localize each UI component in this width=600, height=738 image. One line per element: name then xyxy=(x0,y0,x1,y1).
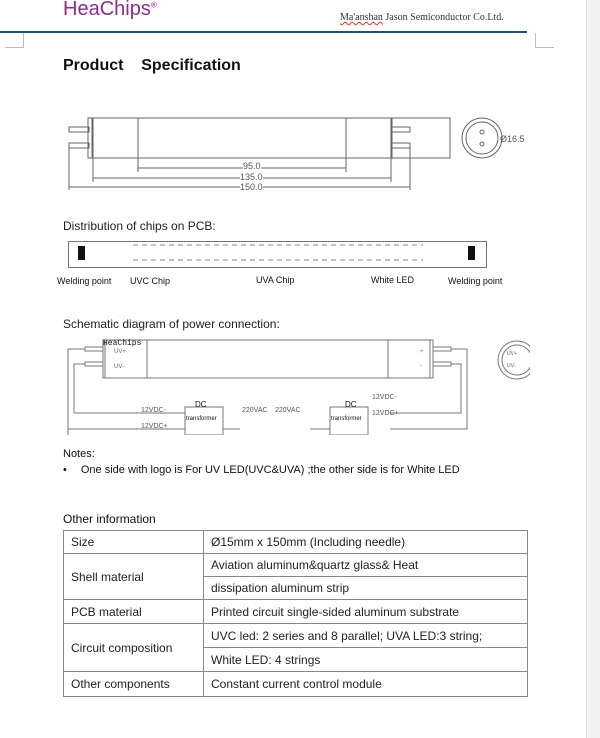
margin-mark xyxy=(535,47,554,48)
diameter-label: Ø16.5 xyxy=(500,134,525,144)
table-value-cell: Constant current control module xyxy=(204,672,528,697)
company-name: Ma'anshan Jason Semiconductor Co.Ltd. xyxy=(340,12,504,23)
right-12vdc-plus: 12VDC+ xyxy=(372,410,399,417)
end-uv-plus: UV+ xyxy=(507,351,517,357)
label-white-led: White LED xyxy=(371,275,415,285)
right-transformer: transformer xyxy=(331,416,362,422)
schematic-caption: Schematic diagram of power connection: xyxy=(63,317,280,331)
other-info-title: Other information xyxy=(63,512,156,526)
left-12vdc-plus: 12VDC+ xyxy=(141,423,168,430)
right-12vdc-minus: 12VDC- xyxy=(372,394,397,401)
dim-150: 150.0 xyxy=(240,182,263,192)
table-row xyxy=(64,624,528,648)
table-key-cell: Shell material xyxy=(64,554,204,600)
margin-mark xyxy=(535,33,536,47)
plus-label: + xyxy=(420,349,424,355)
uv-minus-label: UV- xyxy=(114,364,125,370)
dim-135: 135.0 xyxy=(240,172,263,182)
right-220vac: 220VAC xyxy=(275,407,301,414)
minus-label: - xyxy=(420,363,422,369)
end-uv-minus: UV- xyxy=(507,363,516,369)
note-item: • One side with logo is For UV LED(UVC&UVA) ;the other side is for White LED xyxy=(63,464,460,476)
pcb-diagram xyxy=(68,241,488,269)
label-welding-point-right: Welding point xyxy=(448,276,503,286)
table-row xyxy=(64,672,528,697)
uv-plus-label: UV+ xyxy=(114,349,126,355)
right-dc: DC xyxy=(345,400,357,409)
schematic-diagram xyxy=(60,335,530,435)
table-value-cell: Printed circuit single-sided aluminum substrate xyxy=(204,600,528,624)
spec-table xyxy=(63,530,528,697)
margin-mark xyxy=(23,33,24,47)
scrollbar[interactable] xyxy=(586,0,600,738)
table-key-cell: Size xyxy=(64,531,204,554)
table-value-cell: Aviation aluminum&quartz glass& Heat xyxy=(204,554,528,577)
left-12vdc-minus: 12VDC- xyxy=(141,407,166,414)
heachips-logo: HeaChips® xyxy=(63,0,157,20)
table-value-cell: dissipation aluminum strip xyxy=(204,577,528,600)
left-220vac: 220VAC xyxy=(242,407,268,414)
table-key-cell: Circuit composition xyxy=(64,624,204,672)
table-row xyxy=(64,531,528,554)
left-transformer: transformer xyxy=(186,416,217,422)
table-value-cell: White LED: 4 strings xyxy=(204,648,528,672)
header-rule xyxy=(0,31,527,33)
table-row xyxy=(64,600,528,624)
margin-mark xyxy=(5,47,24,48)
notes-title: Notes: xyxy=(63,448,95,460)
tube-dimension-drawing xyxy=(60,110,520,195)
table-value-cell: Ø15mm x 150mm (Including needle) xyxy=(204,531,528,554)
table-key-cell: Other components xyxy=(64,672,204,697)
dim-95: 95.0 xyxy=(243,161,261,171)
label-uva-chip: UVA Chip xyxy=(256,275,295,285)
schematic-logo: HeaChips xyxy=(103,339,142,348)
left-dc: DC xyxy=(195,400,207,409)
label-welding-point-left: Welding point xyxy=(57,276,112,286)
pcb-caption: Distribution of chips on PCB: xyxy=(63,219,216,233)
table-row xyxy=(64,554,528,577)
table-key-cell: PCB material xyxy=(64,600,204,624)
label-uvc-chip: UVC Chip xyxy=(130,276,171,286)
table-value-cell: UVC led: 2 series and 8 parallel; UVA LED:3 string; xyxy=(204,624,528,648)
page-title: Product Specification xyxy=(63,57,241,74)
